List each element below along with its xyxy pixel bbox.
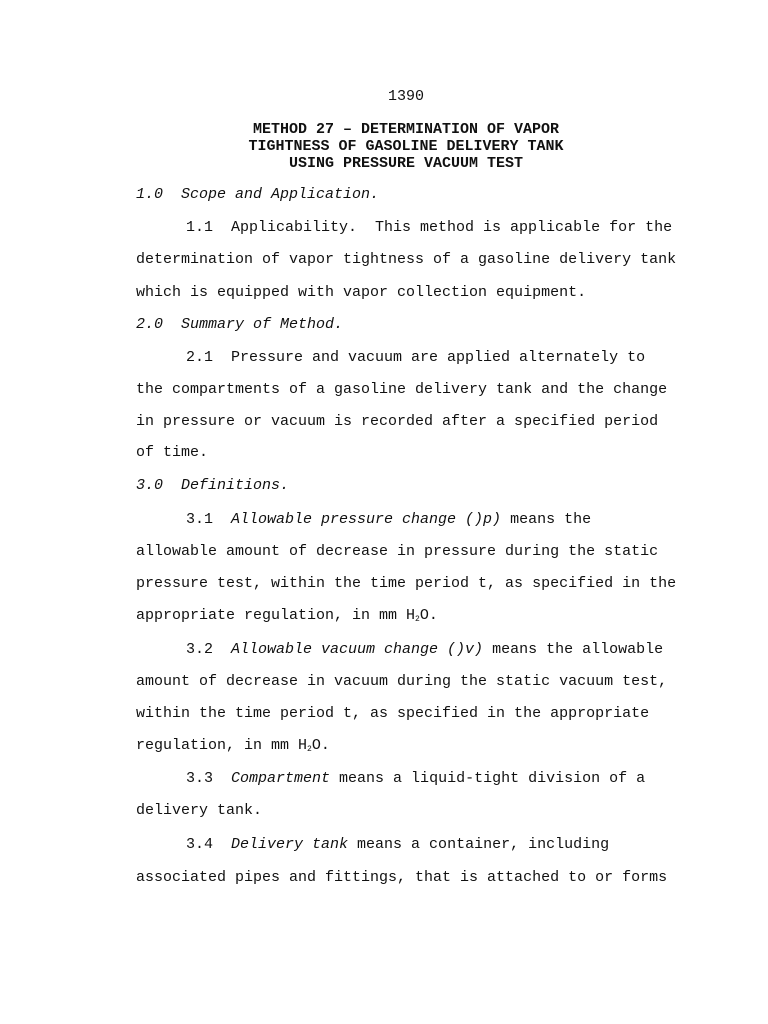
section-2-heading: 2.0 Summary of Method. [136,316,344,333]
definition-number: 3.4 [186,836,232,853]
para-1-1-line-2: determination of vapor tightness of a gasoline delivery tank [136,251,677,268]
title-line-3: USING PRESSURE VACUUM TEST [288,155,524,172]
title-line-2: TIGHTNESS OF GASOLINE DELIVERY TANK [248,138,564,155]
document-title [136,121,676,172]
subscript: 2 [415,615,420,624]
para-1-1-line-1: 1.1 Applicability. This method is applicable for the [186,219,673,236]
definition-number: 3.1 [186,511,232,528]
para-2-1-line-4: of time. [136,444,209,461]
page-number: 1390 [387,88,424,105]
definition-3-2-line-1 [186,641,663,658]
para-2-1-line-2: the compartments of a gasoline delivery tank and the change [136,381,668,398]
section-1-heading: 1.0 Scope and Application. [136,186,380,203]
definition-number: 3.2 [186,641,232,658]
definition-text: means the allowable [483,641,664,658]
definition-3-4-line-1 [186,836,609,853]
definition-3-4-line-2: associated pipes and fittings, that is attached to or forms [136,869,668,886]
definition-text: means a container, including [348,836,610,853]
para-2-1-line-1: 2.1 Pressure and vacuum are applied alternately to [186,349,646,366]
subscript: 2 [307,745,312,754]
definition-number: 3.3 [186,770,232,787]
para-1-1-line-3: which is equipped with vapor collection equipment. [136,284,587,301]
definition-text: means a liquid-tight division of a [330,770,646,787]
definition-3-1-line-2: allowable amount of decrease in pressure during the static [136,543,659,560]
defined-term: Allowable vacuum change ()v) [231,641,484,658]
definition-3-1-line-3: pressure test, within the time period t, as specified in the [136,575,677,592]
defined-term: Delivery tank [231,836,349,853]
definition-3-1-line-1 [186,511,591,528]
definition-text: means the [501,511,592,528]
definition-3-2-line-4: regulation, in mm $H_2O$. [136,737,330,754]
definition-3-1-line-4: appropriate regulation, in mm $H_2O$. [136,607,438,624]
para-2-1-line-3: in pressure or vacuum is recorded after a specified period [136,413,659,430]
defined-term: Allowable pressure change ()p) [231,511,502,528]
definition-3-3-line-1 [186,770,645,787]
definition-3-2-line-3: within the time period t, as specified in the appropriate [136,705,650,722]
definition-3-2-line-2: amount of decrease in vacuum during the static vacuum test, [136,673,668,690]
title-line-1: METHOD 27 – DETERMINATION OF VAPOR [252,121,560,138]
definition-3-3-line-2: delivery tank. [136,802,263,819]
defined-term: Compartment [231,770,331,787]
section-3-heading: 3.0 Definitions. [136,477,290,494]
